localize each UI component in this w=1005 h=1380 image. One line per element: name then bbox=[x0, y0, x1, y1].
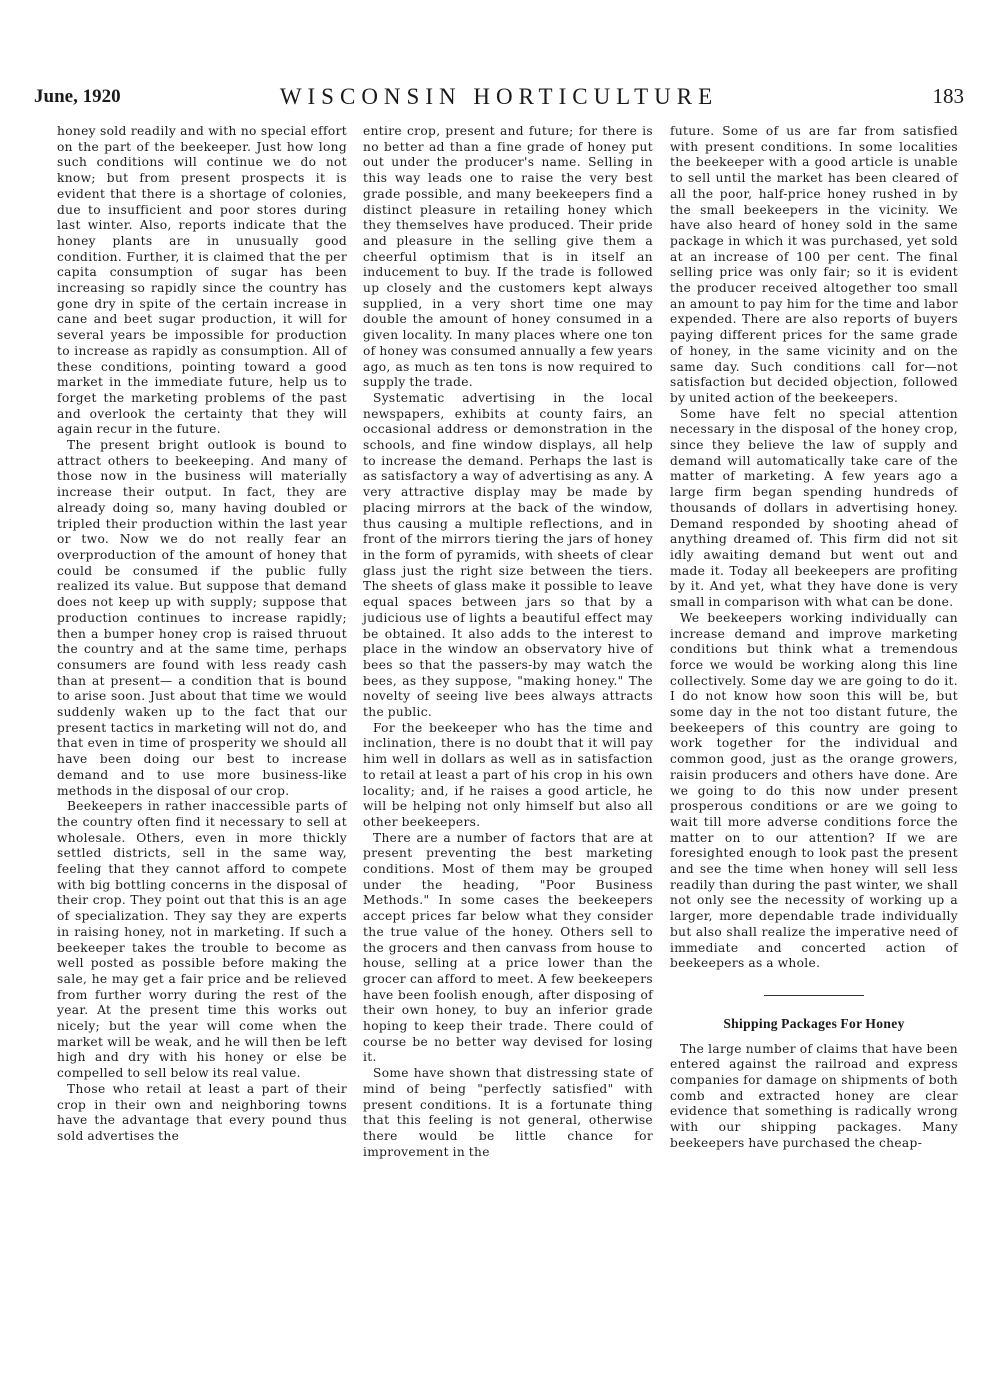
page-number: 183 bbox=[932, 84, 964, 108]
paragraph: Those who retail at least a part of their crop in their own and neighboring towns have the advantage that every pound thus sold advertises the bbox=[57, 1081, 347, 1143]
paragraph: future. Some of us are far from satisfied with present conditions. In some localities the beekeeper with a good article is unable to sell until the market has been cleared of all the poor, half-price honey rushed in by the small beekeepers in the vicinity. We have also heard of honey sold in the same package in which it was purchased, yet sold at an increase of 100 per cent. The final selling price was only fair; so it is evident the producer received altogether too small an amount to pay him for the time and labor expended. There are also reports of buyers paying different prices for the same grade of honey, in the same vicinity and on the same day. Such conditions call for—not satisfaction but decided objection, followed by united action of the beekeepers. bbox=[670, 124, 958, 405]
paragraph: entire crop, present and future; for there is no better ad than a fine grade of honey put out under the producer's name. Selling in this way leads one to raise the very best grade possible, and many beekeepers find a distinct pleasure in retailing honey which they themselves have produced. Their pride and pleasure in the selling give them a cheerful optimism that is in itself an inducement to buy. If the trade is followed up closely and the customers kept always supplied, in a very short time one may double the amount of honey consumed in a given locality. In many places where one ton of honey was consumed annually a few years ago, as much as ten tons is now required to supply the trade. bbox=[363, 124, 653, 390]
paragraph: Some have shown that distressing state of mind of being "perfectly satisfied" with present conditions. It is a fortunate thing that this feeling is not general, otherwise there would be little chance for improvement in the bbox=[363, 1066, 653, 1159]
section-divider bbox=[764, 995, 864, 996]
journal-title: WISCONSIN HORTICULTURE bbox=[279, 84, 719, 109]
paragraph: There are a number of factors that are at present preventing the best marketing conditions. Most of them may be grouped under the heading, "Poor Business Methods." In some cases the beekeepers accept prices far below what they consider the true value of the honey. Others sell to the grocers and then canvass from house to house, selling at a price lower than the grocer can afford to meet. A few beekeepers have been foolish enough, after disposing of their own honey, to buy an inferior grade hoping to keep their trade. There could of course be no better way devised for losing it. bbox=[363, 830, 653, 1065]
text-column-1 bbox=[57, 124, 347, 1145]
section-heading: Shipping Packages For Honey bbox=[723, 1015, 905, 1031]
text-column-2 bbox=[363, 124, 653, 1160]
paragraph: We beekeepers working individually can increase demand and improve marketing conditions but think what a tremendous force we would be working along this line collectively. Some day we are going to do it. I do not know how soon this will be, but some day in the not too distant future, the beekeepers of this country are going to work together for the individual and common good, just as the orange growers, raisin producers and others have done. Are we going to do this now under present prosperous conditions or are we going to wait till more adverse conditions force the matter on to our attention? If we are foresighted enough to look past the present and see the time when honey will sell less readily than during the past winter, we shall not only see the necessity of working up a larger, more dependable trade individually but also shall realize the imperative need of immediate and concerted action of beekeepers as a whole. bbox=[670, 610, 958, 971]
paragraph: Some have felt no special attention necessary in the disposal of the honey crop, since they believe the law of supply and demand will automatically take care of the matter of marketing. A few years ago a large firm began spending hundreds of thousands of dollars in advertising honey. Demand responded by shooting ahead of anything dreamed of. This firm did not sit idly awaiting demand but went out and made it. Today all beekeepers are profiting by it. And yet, what they have done is very small in comparison with what can be done. bbox=[670, 406, 958, 610]
page-header bbox=[34, 84, 964, 114]
paragraph: honey sold readily and with no special effort on the part of the beekeeper. Just how long such conditions will continue we do not know; but from present prospects it is evident that there is a shortage of colonies, due to insufficient and poor stores during last winter. Also, reports indicate that the honey plants are in unusually good condition. Further, it is claimed that the per capita consumption of sugar has been increasing so rapidly since the country has gone dry in spite of the certain increase in cane and beet sugar production, it will for several years be impossible for production to increase as rapidly as consumption. All of these conditions, pointing toward a good market in the immediate future, help us to forget the marketing problems of the past and overlook the certainty that they will again recur in the future. bbox=[57, 124, 347, 437]
issue-date: June, 1920 bbox=[34, 86, 121, 107]
paragraph: The large number of claims that have been entered against the railroad and express companies for damage on shipments of both comb and extracted honey are clear evidence that something is radically wrong with our shipping packages. Many beekeepers have purchased the cheap- bbox=[670, 1041, 958, 1150]
paragraph: Systematic advertising in the local newspapers, exhibits at county fairs, an occasional address or demonstration in the schools, and fine window displays, all help to increase the demand. Perhaps the last is as satisfactory a way of advertising as any. A very attractive display may be made by placing mirrors at the back of the window, thus causing a multiple reflections, and in front of the mirrors tiering the jars of honey in the form of pyramids, with sheets of clear glass just the right size between the tiers. The sheets of glass make it possible to leave equal spaces between jars so that by a judicious use of lights a beautiful effect may be obtained. It also adds to the interest to place in the window an observatory hive of bees so that the passers-by may watch the bees, as they suppose, "making honey." The novelty of seeing live bees always attracts the public. bbox=[363, 390, 653, 720]
text-column-3 bbox=[670, 124, 958, 1152]
paragraph: Beekeepers in rather inaccessible parts of the country often find it necessary to sell at wholesale. Others, even in more thickly settled districts, sell in the same way, feeling that they cannot afford to compete with big bottling concerns in the disposal of their crop. They point out that this is an age of specialization. They say they are experts in raising honey, not in marketing. If such a beekeeper takes the trouble to become as well posted as possible before making the sale, he may get a fair price and be relieved from further worry during the rest of the year. At the present time this works out nicely; but the year will come when the market will be weak, and he will then be left high and dry with his honey or else be compelled to sell below its real value. bbox=[57, 799, 347, 1081]
paragraph: The present bright outlook is bound to attract others to beekeeping. And many of those now in the business will materially increase their output. In fact, they are already doing so, many having doubled or tripled their production within the last year or two. Now we do not really fear an overproduction of the amount of honey that could be consumed if the public fully realized its value. But suppose that demand does not keep up with supply; suppose that production continues to increase rapidly; then a bumper honey crop is raised thruout the country and at the same time, perhaps consumers are found with less ready cash than at present— a condition that is bound to arise soon. Just about that time we would suddenly waken up to the fact that our present tactics in marketing will not do, and that even in time of prosperity we should all have been doing our best to increase demand and to use more business-like methods in the disposal of our crop. bbox=[57, 438, 347, 798]
paragraph: For the beekeeper who has the time and inclination, there is no doubt that it will pay him well in dollars as well as in satisfaction to retail at least a part of his crop in his own locality; and, if he raises a good article, he will be helping not only himself but also all other beekeepers. bbox=[363, 720, 653, 829]
